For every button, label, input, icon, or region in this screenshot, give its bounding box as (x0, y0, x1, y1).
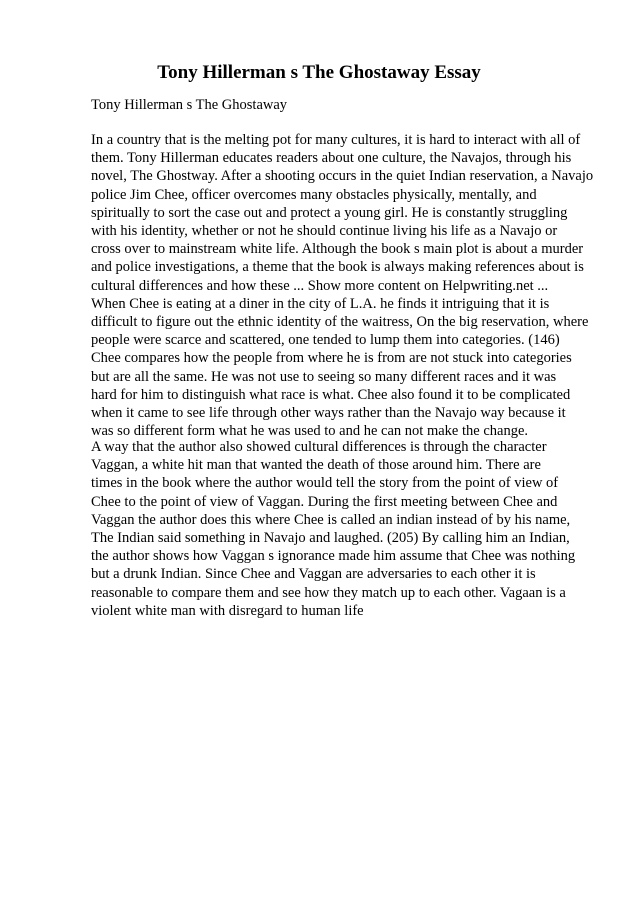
paragraph-line: and police investigations, a theme that the book is always making references about is (91, 259, 584, 276)
paragraph-line: but are all the same. He was not use to seeing so many different races and it was (91, 368, 557, 385)
paragraph-line: hard for him to distinguish what race is what. Chee also found it to be complicated (91, 386, 571, 403)
paragraph-line: The Indian said something in Navajo and laughed. (205) By calling him an Indian, (91, 530, 570, 547)
paragraph-line: Vaggan the author does this where Chee is called an indian instead of by his name, (91, 511, 571, 528)
paragraph-line: them. Tony Hillerman educates readers about one culture, the Navajos, through his (91, 150, 572, 167)
paragraph-line: difficult to figure out the ethnic identity of the waitress, On the big reservation, where (91, 314, 589, 331)
document-subtitle: Tony Hillerman s The Ghostaway (91, 97, 288, 113)
paragraph-line: cross over to mainstream white life. Although the book s main plot is about a murder (91, 241, 584, 258)
paragraph-line: when it came to see life through other ways rather than the Navajo way because it (91, 405, 566, 422)
paragraph-line: with his identity, whether or not he should continue living his life as a Navajo or (91, 223, 558, 240)
paragraph-line: people were scarce and scattered, one tended to lump them into categories. (146) (91, 332, 560, 349)
paragraph-line: violent white man with disregard to human life (91, 602, 364, 619)
paragraph-2 (91, 438, 611, 620)
paragraph-line: Chee compares how the people from where he is from are not stuck into categories (91, 350, 572, 367)
paragraph-1 (91, 131, 611, 440)
paragraph-line: spiritually to sort the case out and protect a young girl. He is constantly struggling (91, 204, 568, 221)
paragraph-line: A way that the author also showed cultural differences is through the character (91, 439, 547, 455)
paragraph-line: When Chee is eating at a diner in the city of L.A. he finds it intriguing that it is (91, 295, 550, 312)
paragraph-line: Vaggan, a white hit man that wanted the death of those around him. There are (91, 457, 541, 474)
paragraph-line: but a drunk Indian. Since Chee and Vaggan are adversaries to each other it is (91, 566, 536, 583)
paragraph-line: the author shows how Vaggan s ignorance made him assume that Chee was nothing (91, 548, 576, 565)
paragraph-line: novel, The Ghostway. After a shooting occurs in the quiet Indian reservation, a Navajo (91, 168, 594, 185)
paragraph-line: Chee to the point of view of Vaggan. During the first meeting between Chee and (91, 493, 558, 510)
paragraph-line: cultural differences and how these ... Show more content on Helpwriting.net ... (91, 277, 549, 294)
document-title: Tony Hillerman s The Ghostaway Essay (157, 62, 481, 83)
paragraph-line: times in the book where the author would tell the story from the point of view of (91, 475, 559, 492)
paragraph-line: In a country that is the melting pot for many cultures, it is hard to interact with all of (91, 132, 581, 148)
paragraph-line: reasonable to compare them and see how they match up to each other. Vagaan is a (91, 584, 566, 601)
paragraph-line: was so different form what he was used to and he can not make the change. (91, 423, 529, 440)
paragraph-line: police Jim Chee, officer overcomes many obstacles physically, mentally, and (91, 186, 537, 203)
